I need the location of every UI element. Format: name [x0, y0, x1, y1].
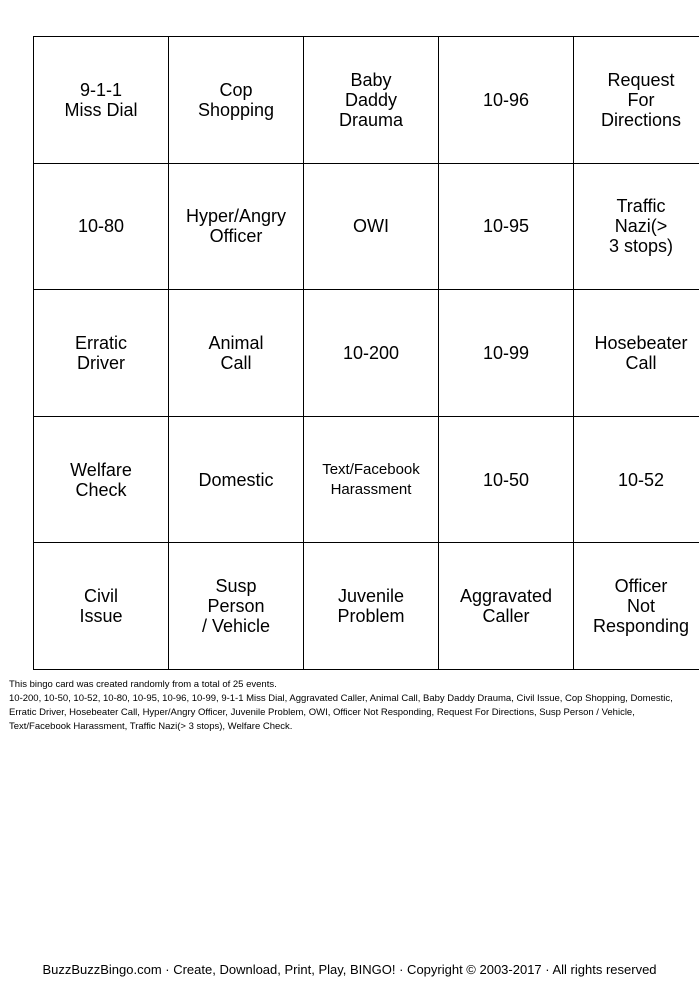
bingo-cell: 9-1-1 Miss Dial	[34, 37, 169, 164]
bingo-cell: 10-50	[439, 416, 574, 543]
bingo-card	[33, 36, 699, 670]
bingo-cell: Aggravated Caller	[439, 543, 574, 670]
bingo-cell: Hyper/Angry Officer	[169, 163, 304, 290]
bingo-cell: Juvenile Problem	[304, 543, 439, 670]
bingo-cell: Susp Person / Vehicle	[169, 543, 304, 670]
bingo-row	[34, 37, 699, 164]
bingo-cell: 10-96	[439, 37, 574, 164]
bingo-cell: 10-200	[304, 290, 439, 417]
notes-intro: This bingo card was created randomly from a total of 25 events.	[9, 679, 277, 690]
bingo-cell: 10-95	[439, 163, 574, 290]
bingo-cell: 10-80	[34, 163, 169, 290]
notes-event-list: 10-200, 10-50, 10-52, 10-80, 10-95, 10-96, 10-99, 9-1-1 Miss Dial, Aggravated Caller, Animal Call, Baby Daddy Drauma, Civil Issue, Cop Shopping, Domestic, Erratic Driver, Hosebeater Call, Hyper/Angry Officer, Juvenile Problem, OWI, Officer Not Responding, Request For Directions, Susp Person / Vehicle, Text/Facebook Harassment, Traffic Nazi(> 3 stops), Welfare Check.	[9, 693, 673, 732]
bingo-cell: Traffic Nazi(> 3 stops)	[574, 163, 699, 290]
bingo-cell: Animal Call	[169, 290, 304, 417]
bingo-cell: Text/Facebook Harassment	[304, 416, 439, 543]
bingo-cell: Domestic	[169, 416, 304, 543]
bingo-cell: OWI	[304, 163, 439, 290]
bingo-cell: Civil Issue	[34, 543, 169, 670]
bingo-cell: Welfare Check	[34, 416, 169, 543]
bingo-row	[34, 163, 699, 290]
bingo-cell: Officer Not Responding	[574, 543, 699, 670]
bingo-cell: Erratic Driver	[34, 290, 169, 417]
bingo-row	[34, 543, 699, 670]
bingo-cell: 10-99	[439, 290, 574, 417]
bingo-row	[34, 290, 699, 417]
bingo-cell: Request For Directions	[574, 37, 699, 164]
card-notes	[9, 678, 693, 734]
bingo-cell: Cop Shopping	[169, 37, 304, 164]
bingo-cell: Hosebeater Call	[574, 290, 699, 417]
bingo-cell: Baby Daddy Drauma	[304, 37, 439, 164]
bingo-row	[34, 416, 699, 543]
page-footer: BuzzBuzzBingo.com · Create, Download, Print, Play, BINGO! · Copyright © 2003-2017 · All rights reserved	[42, 962, 657, 977]
bingo-cell: 10-52	[574, 416, 699, 543]
